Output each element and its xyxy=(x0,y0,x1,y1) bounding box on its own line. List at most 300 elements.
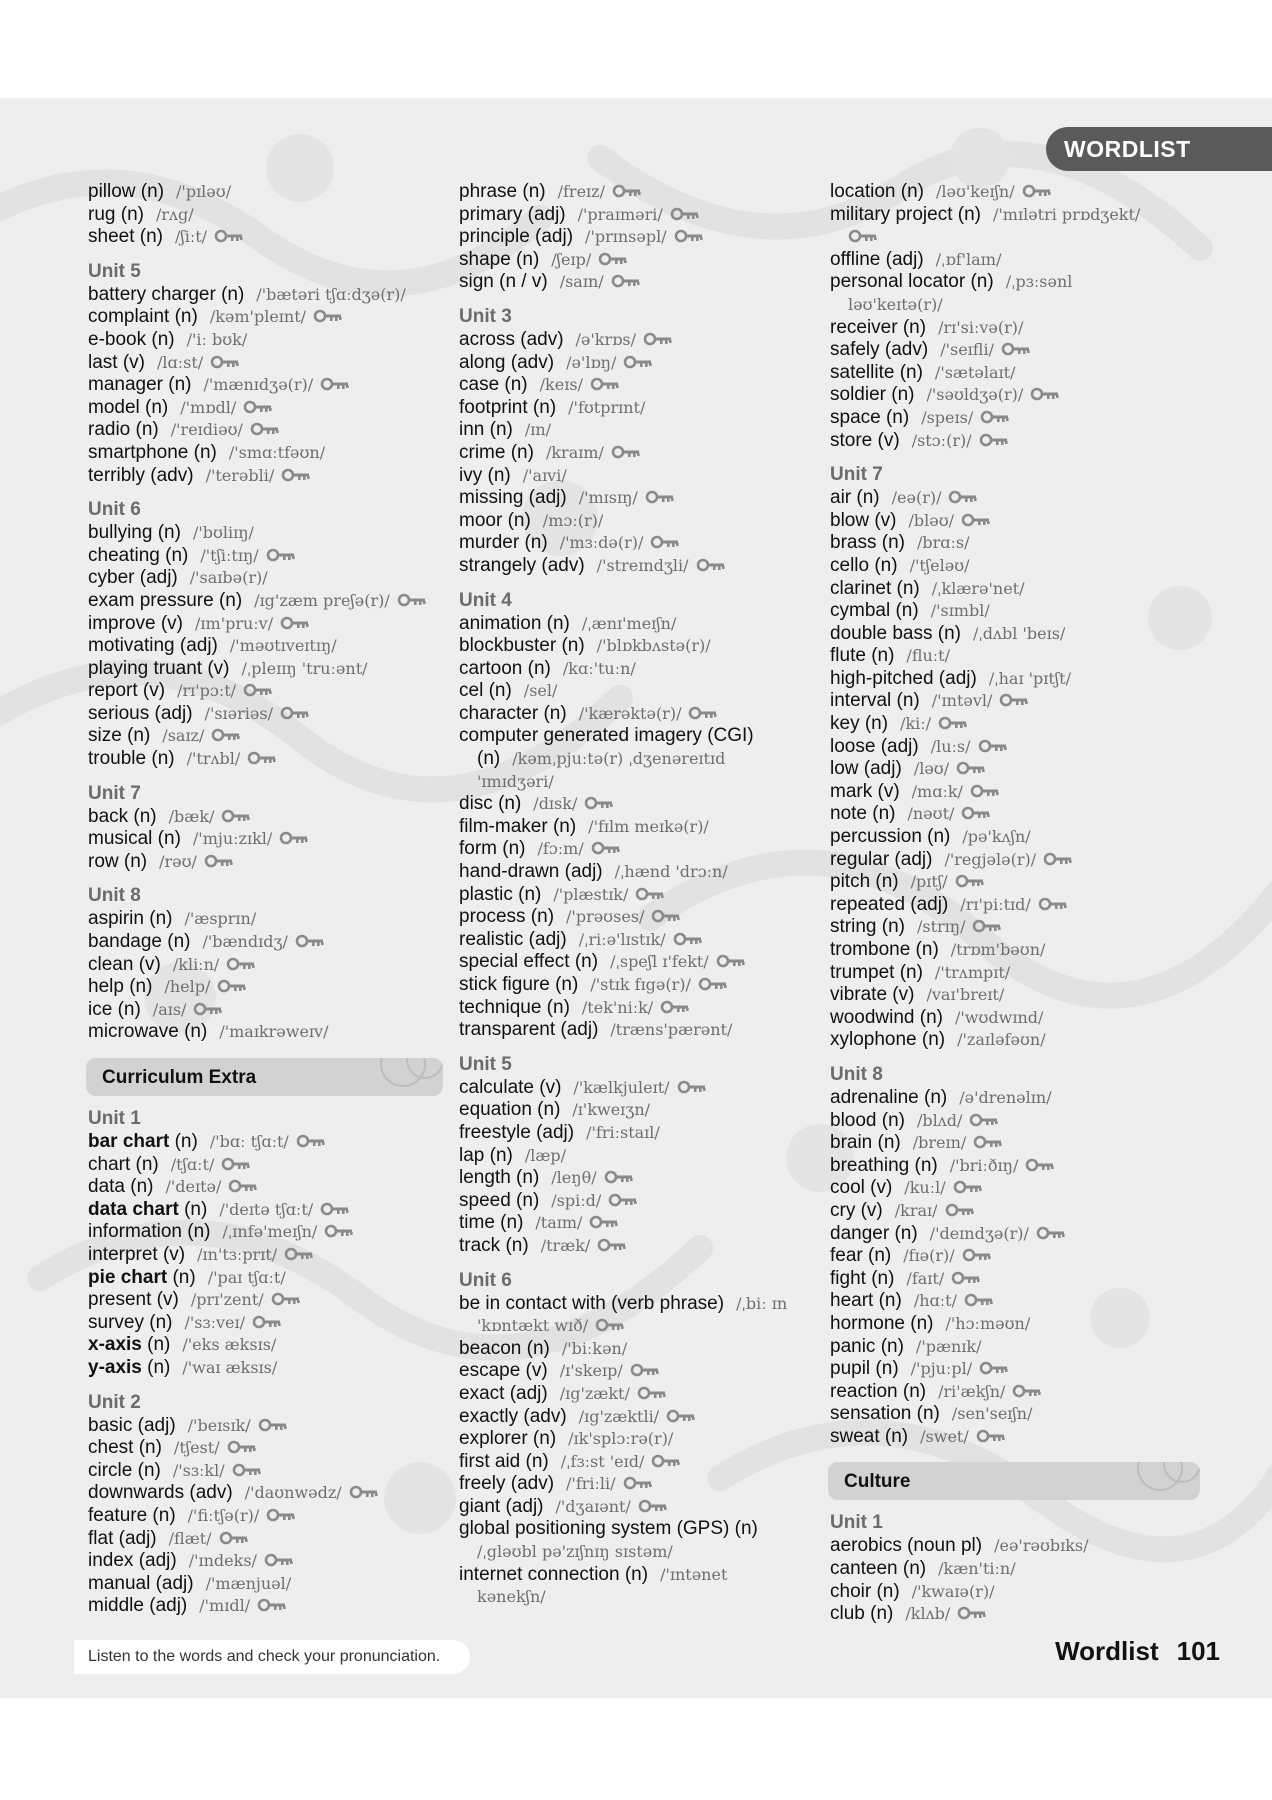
word: danger (n) xyxy=(830,1222,918,1244)
word: aspirin (n) xyxy=(88,908,173,930)
word-entry xyxy=(459,1496,824,1519)
pronunciation: /pɪtʃ/ xyxy=(910,872,948,892)
word-class: (n) xyxy=(141,1334,171,1356)
word: explorer (n) xyxy=(459,1428,557,1450)
word: cool (v) xyxy=(830,1177,893,1199)
word-entry xyxy=(459,532,824,555)
word-entry xyxy=(88,1482,443,1505)
word-entry xyxy=(830,1358,1200,1381)
word: report (v) xyxy=(88,680,166,702)
pronunciation: /'seɪfli/ xyxy=(940,340,994,360)
key-icon xyxy=(1001,342,1031,356)
word: safely (adv) xyxy=(830,339,929,361)
pronunciation: /'mænɪdʒə(r)/ xyxy=(203,375,314,395)
pronunciation: /flæt/ xyxy=(168,1528,212,1548)
pronunciation: /fɪə(r)/ xyxy=(903,1246,955,1266)
word-class: (n) xyxy=(141,1356,171,1378)
pronunciation: /'kærəktə(r)/ xyxy=(578,703,682,723)
pronunciation: /læp/ xyxy=(524,1145,567,1165)
word-entry xyxy=(88,590,443,613)
key-icon xyxy=(999,693,1029,707)
word-entry xyxy=(830,849,1200,872)
word: disc (n) xyxy=(459,793,522,815)
key-icon xyxy=(612,184,642,198)
word-entry xyxy=(459,997,824,1020)
word-entry xyxy=(459,1293,824,1316)
word: information (n) xyxy=(88,1221,211,1243)
pronunciation: /kraɪ/ xyxy=(894,1200,938,1220)
word-entry xyxy=(88,828,443,851)
word-entry xyxy=(830,204,1200,227)
word-entry xyxy=(830,1268,1200,1291)
word-entry xyxy=(830,1313,1200,1336)
pronunciation: /'daʊnwədz/ xyxy=(244,1483,342,1503)
word: be in contact with (verb phrase) xyxy=(459,1292,725,1314)
word: trumpet (n) xyxy=(830,961,923,983)
pronunciation: /kiː/ xyxy=(900,714,932,734)
key-icon xyxy=(651,909,681,923)
word-class: (n) xyxy=(169,1131,198,1152)
word-entry xyxy=(88,725,443,748)
pronunciation: /'sɜːkl/ xyxy=(172,1460,225,1480)
word-entry xyxy=(459,1428,824,1451)
pronunciation: /'mænjuəl/ xyxy=(205,1573,292,1593)
word-entry xyxy=(830,1087,1200,1110)
unit-heading: Unit 4 xyxy=(459,589,512,611)
word: improve (v) xyxy=(88,612,184,634)
word: middle (adj) xyxy=(88,1595,188,1617)
key-icon xyxy=(204,854,234,868)
key-icon xyxy=(611,274,641,288)
pronunciation: /ˌɒf'laɪn/ xyxy=(935,249,1002,269)
key-icon xyxy=(591,841,621,855)
word-entry xyxy=(88,204,443,227)
pronunciation: /'sɪmbl/ xyxy=(930,601,990,621)
word: cry (v) xyxy=(830,1199,883,1221)
pronunciation: /'regjələ(r)/ xyxy=(944,849,1037,869)
pronunciation: /'ɪntəvl/ xyxy=(931,691,993,711)
word-entry xyxy=(459,951,824,974)
word: model (n) xyxy=(88,396,169,418)
pronunciation: /'æsprɪn/ xyxy=(184,909,257,929)
word-entry xyxy=(459,1212,824,1235)
word-entry xyxy=(459,226,824,249)
pronunciation: /ɪ'kweɪʒn/ xyxy=(572,1100,651,1120)
word: cymbal (n) xyxy=(830,600,919,622)
unit-heading: Unit 5 xyxy=(88,260,141,282)
word-entry xyxy=(88,680,443,703)
key-icon xyxy=(660,1000,690,1014)
pronunciation: /kɑː'tuːn/ xyxy=(562,658,636,678)
key-icon xyxy=(349,1485,379,1499)
word-entry xyxy=(830,984,1200,1007)
word-entry xyxy=(88,1176,443,1199)
word: chest (n) xyxy=(88,1437,162,1459)
word: cello (n) xyxy=(830,554,898,576)
word: personal locator (n) xyxy=(830,271,994,293)
word-entry xyxy=(830,916,1200,939)
word: pie chart xyxy=(88,1266,168,1288)
pronunciation: /'kælkjuleɪt/ xyxy=(573,1077,670,1097)
pronunciation: /stɔː(r)/ xyxy=(911,430,972,450)
pronunciation: /'pɪləʊ/ xyxy=(176,182,232,201)
pronunciation: /dɪsk/ xyxy=(533,794,578,814)
pronunciation: /ˌbiː ɪn xyxy=(736,1293,788,1313)
key-icon xyxy=(1012,1384,1042,1398)
pronunciation: /ri'ækʃn/ xyxy=(938,1381,1006,1401)
word: location (n) xyxy=(830,181,924,202)
key-icon xyxy=(969,1113,999,1127)
pronunciation: /'ɪntənet xyxy=(660,1564,728,1584)
word-class: (n) xyxy=(167,1266,196,1288)
word: moor (n) xyxy=(459,509,531,531)
pronunciation: /'hɔːməʊn/ xyxy=(945,1313,1031,1333)
pronunciation: /'deɪtə/ xyxy=(165,1177,222,1197)
word: hand-drawn (adj) xyxy=(459,861,603,883)
word: time (n) xyxy=(459,1212,524,1234)
word-entry xyxy=(830,600,1200,623)
word: pupil (n) xyxy=(830,1358,899,1380)
pronunciation: /ˌpleɪɪŋ 'truːənt/ xyxy=(241,658,368,678)
key-icon xyxy=(584,796,614,810)
word: sheet (n) xyxy=(88,226,163,248)
word-entry xyxy=(830,1155,1200,1178)
unit-heading: Unit 8 xyxy=(830,1063,883,1085)
pronunciation: /vaɪ'breɪt/ xyxy=(926,985,1005,1005)
word-entry xyxy=(459,374,824,397)
pronunciation: /aɪs/ xyxy=(152,999,187,1019)
key-icon xyxy=(266,1508,296,1522)
key-icon xyxy=(623,1476,653,1490)
word-entry xyxy=(830,1558,1200,1581)
word: key (n) xyxy=(830,713,889,735)
key-icon xyxy=(670,207,700,221)
pronunciation: /tʃɑːt/ xyxy=(170,1154,215,1174)
pronunciation: /speɪs/ xyxy=(921,407,974,427)
word-entry xyxy=(459,510,824,533)
word-entry xyxy=(830,962,1200,985)
pronunciation: /'prɪnsəpl/ xyxy=(585,227,667,247)
pronunciation: /pə'kʌʃn/ xyxy=(962,827,1031,847)
word-entry xyxy=(830,339,1200,362)
pronunciation: /luːs/ xyxy=(930,736,971,756)
pronunciation: /help/ xyxy=(164,977,211,997)
word-entry xyxy=(88,613,443,636)
word: regular (adj) xyxy=(830,848,933,870)
word: inn (n) xyxy=(459,419,513,441)
key-icon xyxy=(313,309,343,323)
pronunciation: /'bætəri tʃɑːdʒə(r)/ xyxy=(256,284,406,304)
key-icon xyxy=(951,1271,981,1285)
word: strangely (adv) xyxy=(459,554,585,576)
word: high-pitched (adj) xyxy=(830,667,977,689)
word-entry xyxy=(830,487,1200,510)
pronunciation: /lɑːst/ xyxy=(157,352,204,372)
word: complaint (n) xyxy=(88,306,198,328)
pronunciation: /'ɪndeks/ xyxy=(188,1551,257,1571)
key-icon xyxy=(696,558,726,572)
pronunciation: /breɪn/ xyxy=(912,1133,967,1153)
word: blood (n) xyxy=(830,1109,905,1131)
word-entry xyxy=(830,1200,1200,1223)
word-entry xyxy=(88,1437,443,1460)
pronunciation: /'zaɪləfəʊn/ xyxy=(957,1030,1046,1050)
word-entry xyxy=(830,384,1200,407)
key-icon xyxy=(938,716,968,730)
word-entry xyxy=(830,939,1200,962)
word: trouble (n) xyxy=(88,748,175,770)
pronunciation: /ˌspeʃl ɪ'fekt/ xyxy=(610,952,709,972)
word-entry xyxy=(88,545,443,568)
pronunciation: /'waɪ æksɪs/ xyxy=(182,1357,278,1377)
word: offline (adj) xyxy=(830,248,924,270)
pronunciation: /trɒm'bəʊn/ xyxy=(950,940,1046,959)
word: animation (n) xyxy=(459,612,570,634)
pronunciation: /ʃeɪp/ xyxy=(551,249,592,269)
word: loose (adj) xyxy=(830,735,919,757)
pronunciation: /'aɪvi/ xyxy=(522,465,567,485)
key-icon xyxy=(978,739,1008,753)
word-entry xyxy=(88,1244,443,1267)
wordlist-column-3 xyxy=(830,181,1200,1626)
pronunciation: /'deɪndʒə(r)/ xyxy=(929,1223,1029,1243)
key-icon xyxy=(295,934,325,948)
word-entry xyxy=(88,329,443,352)
word-entry xyxy=(459,419,824,442)
word-entry xyxy=(88,908,443,931)
pronunciation: /faɪt/ xyxy=(906,1268,945,1288)
word: phrase (n) xyxy=(459,181,546,202)
pronunciation: /kliːn/ xyxy=(172,954,220,974)
pronunciation: /'stɪk fɪgə(r)/ xyxy=(590,975,691,994)
key-icon xyxy=(604,1170,634,1184)
key-icon xyxy=(666,1409,696,1423)
word: canteen (n) xyxy=(830,1558,927,1580)
word: aerobics (noun pl) xyxy=(830,1535,983,1557)
pronunciation: /'wʊdwɪnd/ xyxy=(955,1007,1044,1027)
word-entry xyxy=(88,1334,443,1357)
pronunciation: /kuːl/ xyxy=(904,1178,946,1198)
page-footer xyxy=(1055,1636,1220,1667)
key-icon xyxy=(211,728,241,742)
word: speed (n) xyxy=(459,1189,540,1211)
word: club (n) xyxy=(830,1603,894,1625)
word: military project (n) xyxy=(830,203,981,225)
word-entry xyxy=(459,929,824,952)
key-icon xyxy=(645,490,675,504)
word: reaction (n) xyxy=(830,1380,927,1402)
word-entry xyxy=(830,894,1200,917)
word: size (n) xyxy=(88,725,151,747)
word-entry xyxy=(459,487,824,510)
word-entry xyxy=(459,635,824,658)
word: technique (n) xyxy=(459,996,570,1018)
pronunciation: /'pænɪk/ xyxy=(915,1336,982,1356)
key-icon xyxy=(961,806,991,820)
pronunciation: /'bɑː tʃɑːt/ xyxy=(209,1132,289,1151)
word-entry xyxy=(459,1383,824,1406)
pronunciation: /kəm'pleɪnt/ xyxy=(209,307,307,327)
word: form (n) xyxy=(459,838,526,860)
key-icon xyxy=(226,957,256,971)
word: primary (adj) xyxy=(459,203,566,225)
key-icon xyxy=(210,355,240,369)
word: basic (adj) xyxy=(88,1414,176,1436)
pronunciation: /ləʊ/ xyxy=(913,759,950,779)
key-icon xyxy=(280,616,310,630)
pronunciation: /tek'niːk/ xyxy=(581,997,654,1017)
word: downwards (adv) xyxy=(88,1482,233,1504)
pronunciation: /strɪŋ/ xyxy=(916,917,966,937)
word: length (n) xyxy=(459,1167,540,1189)
word: note (n) xyxy=(830,803,896,825)
word-entry xyxy=(88,374,443,397)
word-entry xyxy=(88,1528,443,1551)
key-icon xyxy=(979,433,1009,447)
key-icon xyxy=(643,332,673,346)
key-icon xyxy=(1030,387,1060,401)
key-icon xyxy=(957,1606,987,1620)
word-entry-continuation xyxy=(830,226,1200,249)
word: clean (v) xyxy=(88,953,161,975)
word: shape (n) xyxy=(459,248,540,270)
key-icon xyxy=(258,1418,288,1432)
key-icon xyxy=(281,468,311,482)
word-entry-continuation xyxy=(830,294,1200,317)
pronunciation: /mɔː(r)/ xyxy=(542,510,604,530)
pronunciation: /tʃest/ xyxy=(173,1438,220,1458)
word-entry xyxy=(459,1019,824,1042)
pronunciation: /'beɪsɪk/ xyxy=(187,1415,251,1435)
pronunciation: /'prəʊses/ xyxy=(566,907,645,927)
word-entry xyxy=(88,1154,443,1177)
key-icon xyxy=(673,932,703,946)
word: percussion (n) xyxy=(830,826,951,848)
pronunciation: /ˌgləʊbl pə'zɪʃnɪŋ sɪstəm/ xyxy=(477,1542,673,1562)
pronunciation: /'sɜːveɪ/ xyxy=(184,1312,246,1332)
word: y-axis xyxy=(88,1356,142,1378)
word: flat (adj) xyxy=(88,1527,157,1549)
unit-heading: Unit 7 xyxy=(88,782,141,804)
word-entry xyxy=(88,1595,443,1618)
pronunciation: ləʊ'keɪtə(r)/ xyxy=(848,294,943,314)
word: across (adv) xyxy=(459,328,564,350)
word: ice (n) xyxy=(88,998,141,1020)
word: adrenaline (n) xyxy=(830,1086,948,1108)
key-icon xyxy=(953,1180,983,1194)
word: internet connection (n) xyxy=(459,1563,649,1585)
pronunciation: /eə(r)/ xyxy=(891,488,942,508)
word-entry xyxy=(830,1426,1200,1449)
pronunciation: /'terəbli/ xyxy=(205,465,275,485)
unit-heading: Unit 7 xyxy=(830,464,883,486)
pronunciation: /'sɪəriəs/ xyxy=(204,703,273,723)
pronunciation: /'mjuːzɪkl/ xyxy=(192,829,273,849)
word-entry xyxy=(459,793,824,816)
word-entry xyxy=(88,181,443,204)
word: principle (adj) xyxy=(459,226,574,248)
word: survey (n) xyxy=(88,1311,173,1333)
word-entry xyxy=(830,623,1200,646)
word-entry xyxy=(459,329,824,352)
key-icon xyxy=(608,1193,638,1207)
pronunciation: /'tʃiːtɪŋ/ xyxy=(200,545,259,565)
pronunciation: /ɪn/ xyxy=(524,420,552,440)
word: rug (n) xyxy=(88,203,144,225)
footer-section-title: Wordlist xyxy=(1055,1636,1159,1666)
word: manual (adj) xyxy=(88,1572,194,1594)
unit-heading: Unit 3 xyxy=(459,305,512,327)
word-entry xyxy=(88,306,443,329)
pronunciation: /'məʊtɪveɪtɪŋ/ xyxy=(229,636,337,656)
word-entry xyxy=(830,690,1200,713)
key-icon xyxy=(980,410,1010,424)
pronunciation: /ˌɪnfə'meɪʃn/ xyxy=(222,1222,318,1242)
pronunciation: /ˌdʌbl 'beɪs/ xyxy=(972,623,1066,643)
word: special effect (n) xyxy=(459,951,599,973)
word: murder (n) xyxy=(459,532,548,554)
pronunciation: /'fʊtprɪnt/ xyxy=(568,397,646,417)
key-icon xyxy=(976,1429,1006,1443)
pronunciation: /'fɪlm meɪkə(r)/ xyxy=(588,816,709,836)
pronunciation: /'streɪndʒli/ xyxy=(596,555,689,575)
word: ivy (n) xyxy=(459,464,511,486)
word-entry xyxy=(459,181,824,204)
pronunciation: /'mɪlətri prɒdʒekt/ xyxy=(992,204,1141,224)
word: bullying (n) xyxy=(88,522,181,544)
key-icon xyxy=(257,1598,287,1612)
unit-heading: Unit 5 xyxy=(459,1053,512,1075)
word-entry xyxy=(459,397,824,420)
pronunciation: /bləʊ/ xyxy=(908,510,955,530)
word-entry xyxy=(88,1221,443,1244)
word-entry xyxy=(88,1505,443,1528)
word-entry xyxy=(830,1603,1200,1626)
word-entry xyxy=(88,397,443,420)
word: musical (n) xyxy=(88,828,181,850)
section-banner-label: Curriculum Extra xyxy=(102,1067,257,1088)
word: fight (n) xyxy=(830,1267,895,1289)
word-entry xyxy=(88,1312,443,1335)
key-icon xyxy=(677,1080,707,1094)
word-entry xyxy=(830,668,1200,691)
key-icon xyxy=(243,683,273,697)
word-entry xyxy=(830,1381,1200,1404)
key-icon xyxy=(324,1224,354,1238)
word-entry-continuation xyxy=(459,1586,824,1609)
key-icon xyxy=(228,1179,258,1193)
word: film-maker (n) xyxy=(459,815,577,837)
pronunciation: /'maɪkrəweɪv/ xyxy=(219,1022,329,1042)
word-entry xyxy=(459,555,824,578)
word: playing truant (v) xyxy=(88,657,230,679)
word: breathing (n) xyxy=(830,1154,938,1176)
pronunciation: /rəʊ/ xyxy=(159,851,197,871)
pronunciation: 'ɪmɪdʒəri/ xyxy=(477,771,554,791)
key-icon xyxy=(232,1463,262,1477)
word-entry xyxy=(459,271,824,294)
pronunciation: /hɑːt/ xyxy=(913,1291,957,1311)
word-entry xyxy=(88,703,443,726)
word: circle (n) xyxy=(88,1459,161,1481)
pronunciation: /'səʊldʒə(r)/ xyxy=(926,385,1024,405)
pronunciation: /swet/ xyxy=(920,1426,969,1446)
key-icon xyxy=(1022,184,1052,198)
word: bar chart xyxy=(88,1131,170,1152)
word-entry xyxy=(459,658,824,681)
word: sign (n / v) xyxy=(459,271,548,293)
word-entry-continuation xyxy=(459,1315,824,1338)
